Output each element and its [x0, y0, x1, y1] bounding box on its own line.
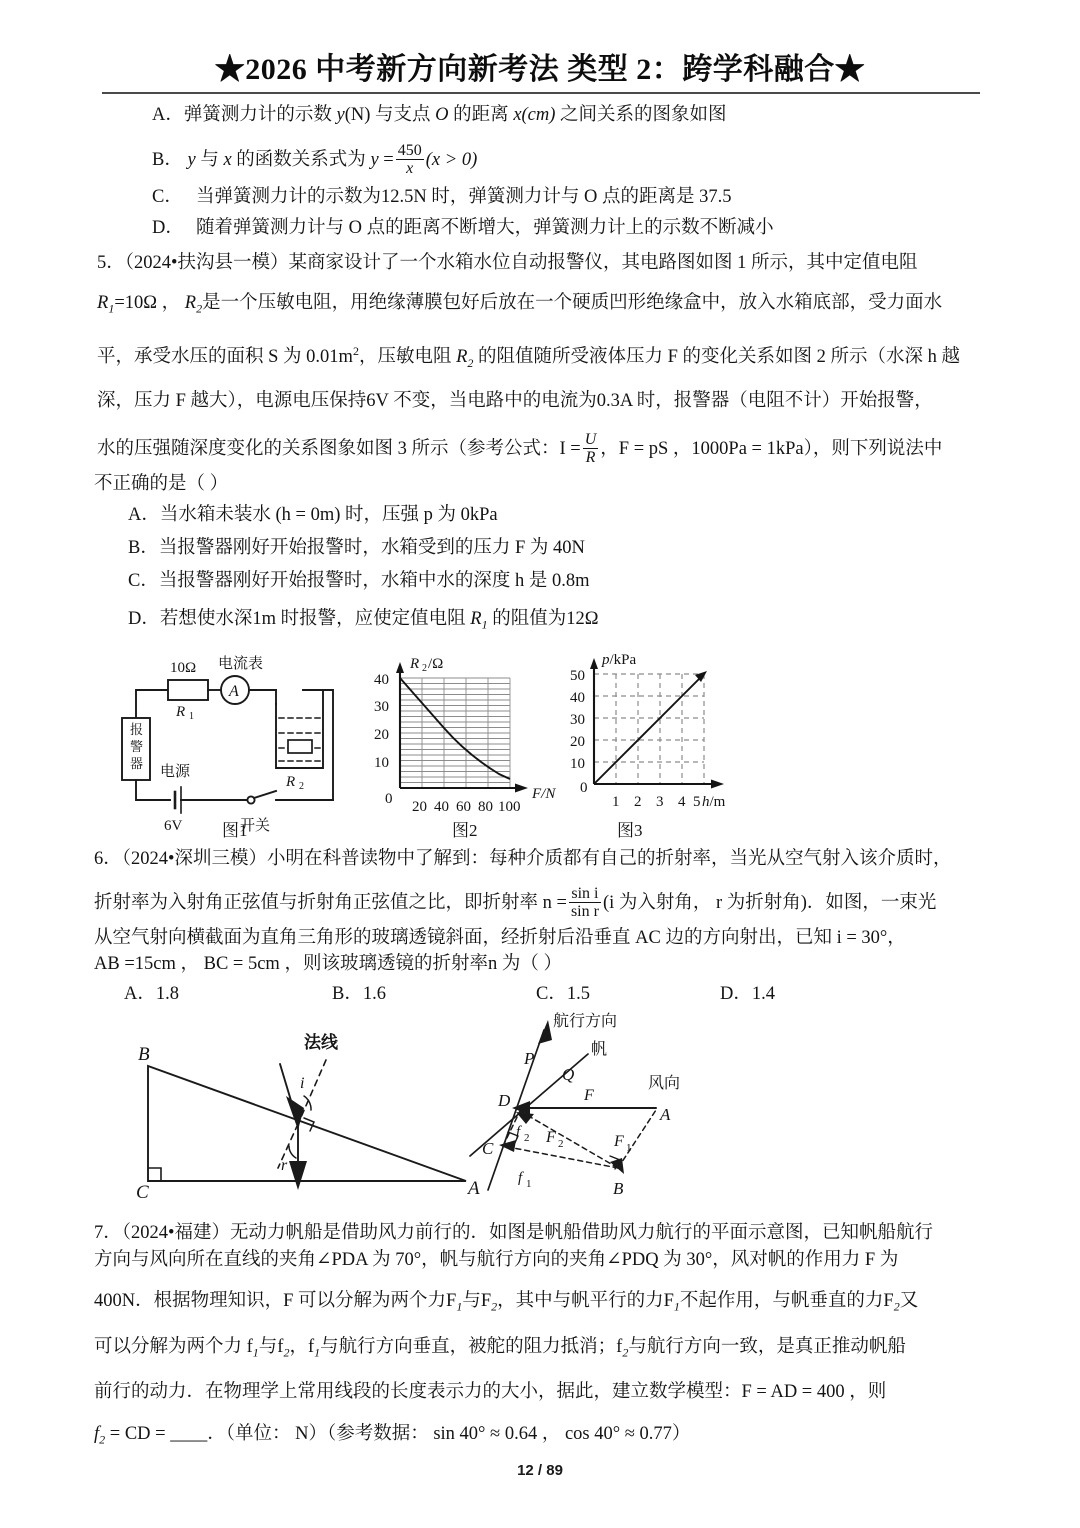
- figure-triangle-refraction: [108, 1018, 488, 1203]
- figure-3-caption: 图3: [617, 821, 643, 840]
- fig1-label-alarm-3: 器: [130, 756, 144, 771]
- svg-text:1: 1: [612, 794, 620, 810]
- page-title: ★2026 中考新方向新考法 类型 2：跨学科融合★: [214, 53, 866, 86]
- q4-option-a-var-y: y: [336, 105, 345, 125]
- q5-line1: 某商家设计了一个水箱水位自动报警仪，其电路图如图 1 所示，其中定值电阻: [288, 253, 918, 273]
- sail-label-q: Q: [562, 1065, 575, 1084]
- q7-source: （2024•福建）: [121, 1223, 230, 1243]
- svg-text:40: 40: [570, 690, 585, 706]
- q4-option-b-text2: 的函数关系式为: [231, 150, 371, 171]
- sail-label-wind: 风向: [648, 1075, 681, 1092]
- fig1-label-switch: 开关: [240, 818, 271, 834]
- svg-text:10: 10: [570, 756, 585, 772]
- svg-text:2: 2: [634, 794, 642, 810]
- svg-text:2: 2: [558, 1138, 564, 1150]
- svg-text:0: 0: [580, 780, 588, 796]
- svg-text:50: 50: [570, 668, 585, 684]
- svg-text:2: 2: [422, 663, 427, 674]
- q5-line5: 水的压强随深度变化的关系图象如图 3 所示（参考公式：I = $\frac{U}{R}$ ，F = pS ，1000Pa = 1kPa），则下列说法中: [97, 431, 943, 467]
- q5-option-b: B．当报警器刚好开始报警时，水箱受到的压力 F 为 40N: [128, 538, 585, 558]
- q6-line3: 从空气射向横截面为直角三角形的玻璃透镜斜面，经折射后沿垂直 AC 边的方向射出，已知 i = 30°，: [94, 928, 906, 948]
- q6-option-c: C．1.5: [536, 984, 590, 1004]
- sail-label-p: P: [524, 1049, 535, 1068]
- q4-option-a-text2: (N) 与支点: [344, 105, 436, 125]
- title-divider: [102, 92, 980, 94]
- sail-label-d: D: [498, 1091, 511, 1110]
- svg-text:5: 5: [693, 794, 701, 810]
- q5-option-a: A．当水箱未装水 (h = 0m) 时，压强 p 为 0kPa: [128, 505, 498, 525]
- sail-label-heading: 航行方向: [553, 1013, 618, 1030]
- svg-text:20: 20: [374, 727, 389, 743]
- sail-label-force-F1: F: [614, 1133, 624, 1150]
- fig1-label-r1: R: [176, 704, 186, 720]
- fig1-label-voltage: 6V: [164, 818, 183, 834]
- fig3-x-axis-label: h/m: [702, 794, 726, 810]
- q6-source: （2024•深圳三模）: [121, 849, 267, 869]
- q7-line2: 方向与风向所在直线的夹角∠PDA 为 70°，帆与航行方向的夹角∠PDQ 为 30°，风对帆的作用力 F 为: [94, 1250, 899, 1270]
- svg-text:40: 40: [374, 672, 389, 688]
- fraction-sini-over-sinr: $\frac{\text{sin i}}{\text{sin r}}$: [570, 885, 599, 921]
- figure-1-caption: 图1: [222, 821, 248, 840]
- fig1-label-ammeter-cn: 电流表: [218, 656, 264, 672]
- svg-text:100: 100: [498, 799, 521, 815]
- q4-option-c-text: 当弹簧测力计的示数为12.5N 时，弹簧测力计与 O 点的距离是 37.5: [196, 187, 732, 207]
- svg-text:20: 20: [412, 799, 427, 815]
- q4-option-a-var-o: O: [435, 105, 449, 125]
- svg-text:40: 40: [434, 799, 449, 815]
- q4-option-a-text1: 弹簧测力计的示数: [183, 105, 337, 125]
- q4-option-a-label: A．: [152, 105, 184, 125]
- q5-line3: 平，承受水压的面积 S 为 $0.01m^2$，压敏电阻 $R_2$ 的阻值随所受液体压力 F 的变化关系如图 2 所示（水深 h 越: [97, 344, 961, 370]
- q4-option-b-text1: 与: [195, 150, 224, 171]
- q6-option-a: A．1.8: [124, 984, 179, 1004]
- fig1-label-ammeter: A: [229, 683, 239, 700]
- svg-text:1: 1: [626, 1142, 632, 1154]
- triangle-label-b: B: [138, 1044, 150, 1065]
- sail-label-a: A: [660, 1105, 671, 1124]
- q7-line6: $f_2$ = CD = ____．（单位： N）（参考数据： sin 40° ≈ 0.64 ， cos 40° ≈ 0.77）: [94, 1424, 691, 1447]
- q6-number: 6．（2024•深圳三模）小明在科普读物中了解到：每种介质都有自己的折射率，当光从空气射入该介质时，: [94, 849, 952, 869]
- sail-label-force-F2: F: [546, 1129, 556, 1146]
- q5-line2: $R_1=10\Omega$ ， $R_2$是一个压敏电阻，用绝缘薄膜包好后放在一个硬质凹形绝缘盒中，放入水箱底部，受力面水: [97, 293, 943, 316]
- triangle-label-i: i: [300, 1075, 305, 1092]
- sail-label-sail: 帆: [591, 1041, 608, 1058]
- q4-option-d-text: 随着弹簧测力计与 O 点的距离不断增大，弹簧测力计上的示数不断减小: [196, 218, 774, 238]
- fraction-450-over-x: $\frac{450}{x}$: [397, 142, 422, 178]
- svg-text:60: 60: [456, 799, 471, 815]
- fig2-y-axis-label: R: [410, 656, 420, 672]
- q5-line4: 深，压力 F 越大），电源电压保持6V 不变，当电路中的电流为0.3A 时，报警器（电阻不计）开始报警，: [97, 391, 933, 411]
- sail-label-b: B: [613, 1179, 624, 1198]
- page-number: 12 / 89: [517, 1462, 563, 1479]
- fig2-x-axis-label: F/N: [532, 786, 556, 802]
- svg-text:/Ω: /Ω: [428, 656, 444, 672]
- svg-text:30: 30: [374, 699, 389, 715]
- svg-text:30: 30: [570, 712, 585, 728]
- q5-line6: 不正确的是（ ）: [94, 474, 229, 494]
- q4-option-b-tail: (x > 0): [425, 150, 478, 171]
- q6-option-b: B．1.6: [332, 984, 386, 1004]
- q6-line1: 小明在科普读物中了解到：每种介质都有自己的折射率，当光从空气射入该介质时，: [267, 849, 952, 869]
- sail-label-force-f1: f: [518, 1170, 523, 1186]
- svg-text:3: 3: [656, 794, 664, 810]
- q7-line4: 可以分解为两个力 $f_1$与$f_2$，$f_1$与航行方向垂直，被舵的阻力抵消；$f_2$与航行方向一致，是真正推动帆船: [94, 1337, 906, 1360]
- svg-text:1: 1: [526, 1178, 532, 1190]
- triangle-label-normal: 法线: [304, 1033, 338, 1052]
- q7-line3: 400N．根据物理知识，F 可以分解为两个力$F_1$与$F_2$，其中与帆平行的力$F_1$不起作用，与帆垂直的力$F_2$又: [94, 1291, 919, 1314]
- fig1-label-alarm-2: 警: [130, 739, 144, 754]
- q7-line1: 无动力帆船是借助风力前行的．如图是帆船借助风力航行的平面示意图，已知帆船航行: [230, 1223, 934, 1243]
- sail-label-c: C: [482, 1139, 494, 1158]
- q4-option-b: B． y 与 x 的函数关系式为 y = $\frac{450}{x}$ (x > 0): [152, 142, 478, 178]
- q6-option-d: D．1.4: [720, 984, 775, 1004]
- sail-label-force-f2: f: [516, 1124, 521, 1140]
- q5-number: 5．（2024•扶沟县一模）某商家设计了一个水箱水位自动报警仪，其电路图如图 1 所示，其中定值电阻: [97, 253, 918, 273]
- svg-text:20: 20: [570, 734, 585, 750]
- svg-text:2: 2: [299, 781, 304, 792]
- q5-option-d: D．若想使水深1m 时报警，应使定值电阻 $R_1$ 的阻值为12Ω: [128, 609, 599, 632]
- q4-option-a: [152, 104, 727, 126]
- q5-option-c: C．当报警器刚好开始报警时，水箱中水的深度 h 是 0.8m: [128, 571, 590, 591]
- triangle-label-r: r: [281, 1157, 288, 1174]
- triangle-label-a: A: [468, 1178, 480, 1199]
- q7-line5: 前行的动力．在物理学上常用线段的长度表示力的大小，据此，建立数学模型：F = AD = 400 ，则: [94, 1382, 887, 1402]
- q4-option-a-var-x: x(cm): [513, 105, 556, 125]
- fig1-label-r2: R: [286, 774, 296, 790]
- fig1-label-alarm-1: 报: [130, 722, 144, 737]
- svg-text:2: 2: [524, 1132, 530, 1144]
- fig1-label-10ohm: 10Ω: [170, 660, 197, 676]
- svg-text:4: 4: [678, 794, 686, 810]
- q4-option-d: D．: [152, 218, 184, 238]
- figure-sailboat-forces: [458, 1006, 728, 1206]
- q5-source: （2024•扶沟县一模）: [124, 253, 289, 273]
- q7-number: 7．（2024•福建）无动力帆船是借助风力前行的．如图是帆船借助风力航行的平面示意图，已知帆船航行: [94, 1223, 934, 1243]
- figure-2-caption: 图2: [452, 821, 478, 840]
- q4-option-a-text4: 之间关系的图象如图: [555, 105, 727, 125]
- fig3-y-axis-label: p/kPa: [602, 652, 637, 668]
- svg-text:1: 1: [189, 711, 194, 722]
- fig1-label-source: 电源: [160, 764, 191, 780]
- figure-3-chart: [562, 644, 762, 814]
- q6-line2: 折射率为入射角正弦值与折射角正弦值之比，即折射率 n = $\frac{\text{sin i}}{\text{sin r}}$ (i 为入射角， r 为折射角)．如图，一束光: [94, 885, 937, 921]
- q4-option-b-label: B．: [152, 150, 183, 171]
- sail-label-force-F: F: [584, 1087, 594, 1104]
- q4-option-c: C．: [152, 187, 183, 207]
- figure-2-chart: [362, 648, 577, 813]
- q6-line4: AB =15cm ， BC = 5cm ，则该玻璃透镜的折射率n 为（ ）: [94, 954, 562, 974]
- triangle-label-c: C: [136, 1182, 149, 1203]
- q4-option-a-text3: 的距离: [448, 105, 514, 125]
- fraction-u-over-r: $\frac{U}{R}$: [584, 431, 597, 467]
- svg-text:80: 80: [478, 799, 493, 815]
- svg-text:0: 0: [385, 791, 393, 807]
- svg-text:10: 10: [374, 755, 389, 771]
